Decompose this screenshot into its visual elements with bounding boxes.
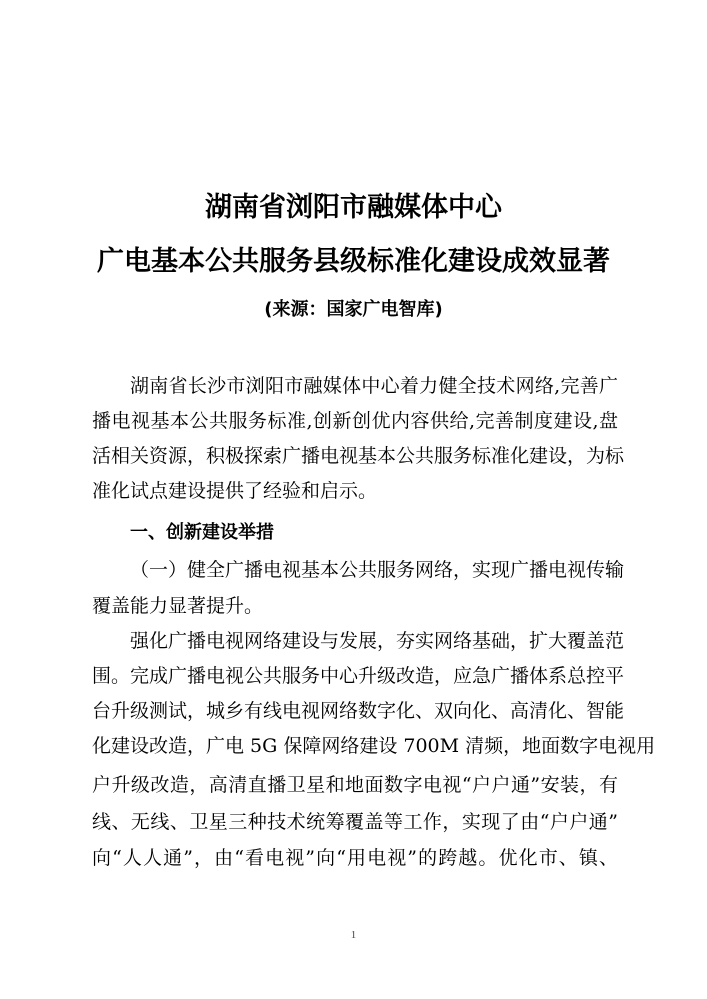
body-line: 台升级测试，城乡有线电视网络数字化、双向化、高清化、智能 — [92, 700, 625, 722]
document-title-line-2: 广电基本公共服务县级标准化建设成效显著 — [97, 246, 610, 277]
document-title-line-1: 湖南省浏阳市融媒体中心 — [205, 192, 502, 223]
body-line: 向“人人通”，由“看电视”向“用电视”的跨越。优化市、镇、 — [92, 847, 618, 869]
body-line: 准化试点建设提供了经验和启示。 — [92, 480, 378, 502]
body-line: 湖南省长沙市浏阳市融媒体中心着力健全技术网络,完善广 — [130, 375, 618, 397]
body-line: 户升级改造，高清直播卫星和地面数字电视“户户通”安装，有 — [92, 774, 618, 796]
body-line: 活相关资源，积极探索广播电视基本公共服务标准化建设，为标 — [92, 445, 625, 467]
subsection-heading-line: （一）健全广播电视基本公共服务网络，实现广播电视传输 — [130, 559, 625, 581]
page-number: 1 — [350, 929, 357, 941]
subsection-heading-line: 覆盖能力显著提升。 — [92, 595, 264, 617]
body-line: 线、无线、卫星三种技术统筹覆盖等工作，实现了由“户户通” — [92, 811, 618, 833]
body-line: 强化广播电视网络建设与发展，夯实网络基础，扩大覆盖范 — [130, 630, 625, 652]
body-line: 化建设改造，广电 5G 保障网络建设 700M 清频，地面数字电视用 — [92, 735, 656, 757]
source-note: (来源：国家广电智库) — [264, 299, 443, 320]
body-line: 播电视基本公共服务标准,创新创优内容供给,完善制度建设,盘 — [92, 410, 618, 432]
body-line: 围。完成广播电视公共服务中心升级改造，应急广播体系总控平 — [92, 665, 625, 687]
section-heading: 一、创新建设举措 — [130, 522, 274, 543]
